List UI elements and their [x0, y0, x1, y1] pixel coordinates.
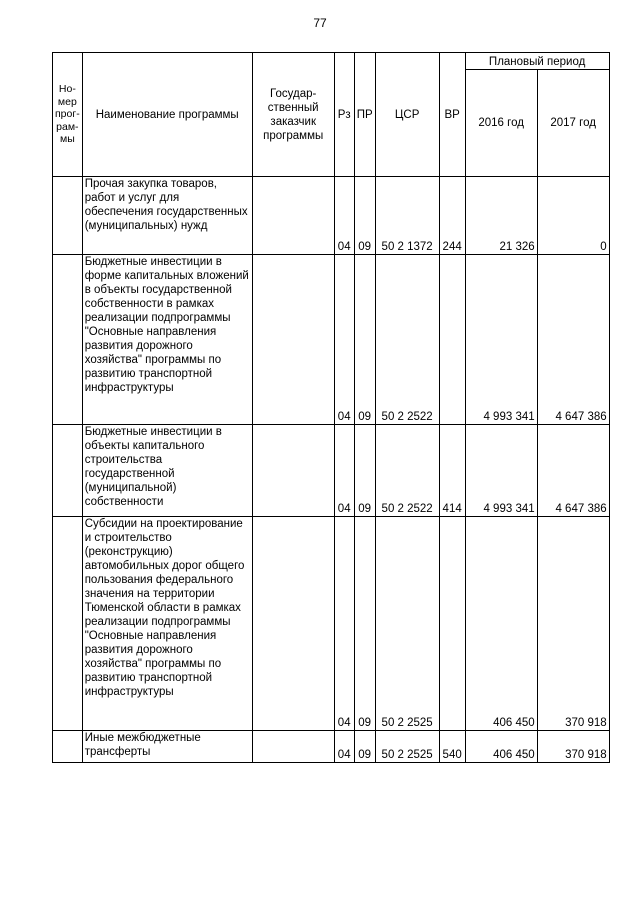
header-name: Наименование программы — [82, 53, 252, 177]
budget-table — [52, 52, 610, 763]
cell-customer — [252, 177, 334, 255]
cell-number — [53, 255, 83, 425]
cell-pr: 09 — [354, 255, 375, 425]
cell-vr: 414 — [439, 425, 465, 517]
cell-csr: 50 2 2525 — [375, 731, 439, 763]
cell-vr — [439, 255, 465, 425]
cell-2017: 0 — [537, 177, 609, 255]
cell-pr: 09 — [354, 177, 375, 255]
cell-name: Бюджетные инвестиции в объекты капитального строительства государственной (муниципальной) собственности — [82, 425, 252, 517]
cell-customer — [252, 731, 334, 763]
cell-name: Бюджетные инвестиции в форме капитальных вложений в объекты государственной собственности в рамках реализации подпрограммы "Основные направления развития дорожного хозяйства" программы по развитию транспортной инфраструктуры — [82, 255, 252, 425]
cell-rz: 04 — [334, 255, 354, 425]
cell-number — [53, 177, 83, 255]
table-row — [53, 731, 610, 763]
cell-csr: 50 2 2522 — [375, 255, 439, 425]
table-row — [53, 255, 610, 425]
header-year-2017: 2017 год — [537, 70, 609, 177]
cell-vr — [439, 517, 465, 731]
cell-2016: 4 993 341 — [465, 255, 537, 425]
cell-2016: 406 450 — [465, 517, 537, 731]
cell-pr: 09 — [354, 425, 375, 517]
cell-customer — [252, 255, 334, 425]
header-customer: Государ- ственный заказчик программы — [252, 53, 334, 177]
header-planned-period: Плановый период — [465, 53, 609, 70]
header-year-2016: 2016 год — [465, 70, 537, 177]
cell-csr: 50 2 2522 — [375, 425, 439, 517]
cell-name: Иные межбюджетные трансферты — [82, 731, 252, 763]
header-pr: ПР — [354, 53, 375, 177]
cell-csr: 50 2 1372 — [375, 177, 439, 255]
cell-number — [53, 425, 83, 517]
cell-2017: 4 647 386 — [537, 425, 609, 517]
cell-customer — [252, 517, 334, 731]
cell-2017: 370 918 — [537, 517, 609, 731]
cell-name: Субсидии на проектирование и строительство (реконструкцию) автомобильных дорог общего пользования федерального значения на территории Тюменской области в рамках реализации подпрограммы "Основные направления развития дорожного хозяйства" программы по развитию транспортной инфраструктуры — [82, 517, 252, 731]
cell-number — [53, 517, 83, 731]
cell-rz: 04 — [334, 731, 354, 763]
table-row — [53, 177, 610, 255]
cell-2016: 21 326 — [465, 177, 537, 255]
cell-2016: 4 993 341 — [465, 425, 537, 517]
cell-name: Прочая закупка товаров, работ и услуг для обеспечения государственных (муниципальных) нужд — [82, 177, 252, 255]
cell-rz: 04 — [334, 425, 354, 517]
cell-2017: 370 918 — [537, 731, 609, 763]
cell-2017: 4 647 386 — [537, 255, 609, 425]
cell-pr: 09 — [354, 731, 375, 763]
cell-vr: 540 — [439, 731, 465, 763]
cell-rz: 04 — [334, 177, 354, 255]
cell-csr: 50 2 2525 — [375, 517, 439, 731]
cell-number — [53, 731, 83, 763]
header-vr: ВР — [439, 53, 465, 177]
cell-rz: 04 — [334, 517, 354, 731]
header-number: Но- мер прог- рам- мы — [53, 53, 83, 177]
cell-vr: 244 — [439, 177, 465, 255]
header-rz: Рз — [334, 53, 354, 177]
cell-pr: 09 — [354, 517, 375, 731]
page-number: 77 — [313, 16, 327, 30]
cell-2016: 406 450 — [465, 731, 537, 763]
table-row — [53, 517, 610, 731]
cell-customer — [252, 425, 334, 517]
header-csr: ЦСР — [375, 53, 439, 177]
table-row — [53, 425, 610, 517]
header-row-top — [53, 53, 610, 70]
